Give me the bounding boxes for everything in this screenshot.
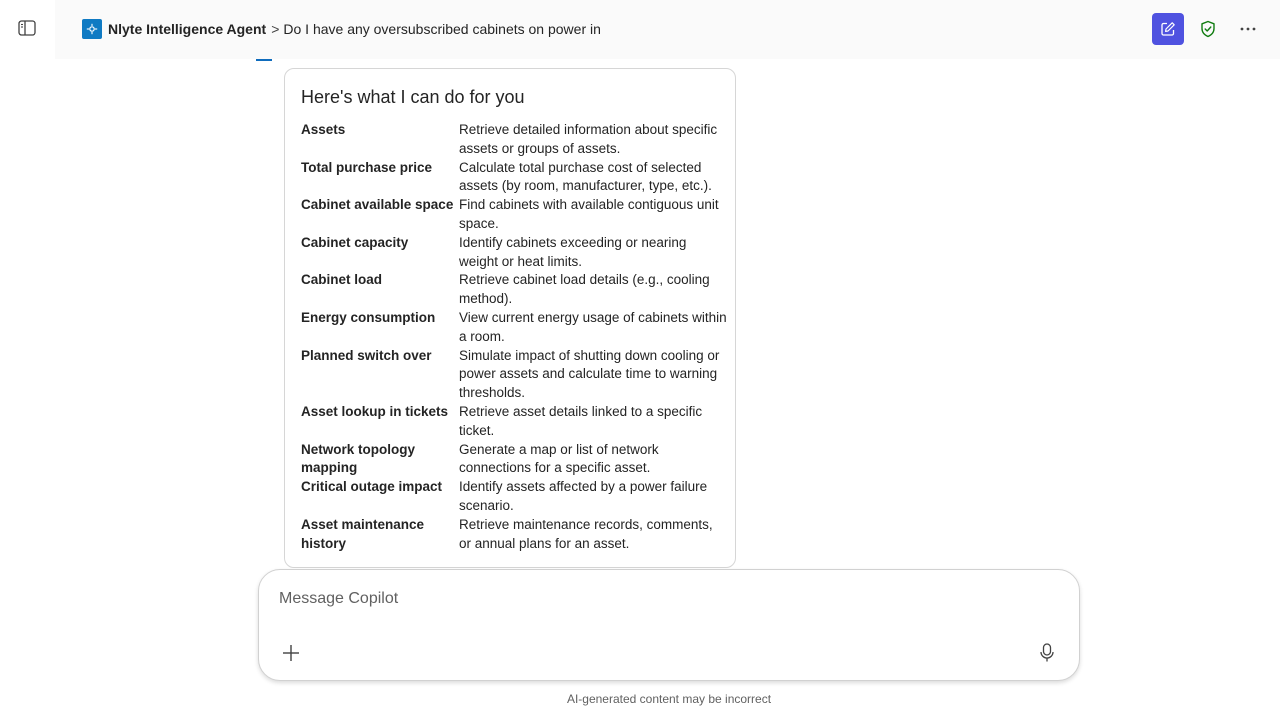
capability-name: Total purchase price — [301, 159, 433, 175]
ai-disclaimer: AI-generated content may be incorrect — [566, 692, 772, 706]
capability-name: Asset lookup in tickets — [301, 403, 449, 419]
add-attachment-button[interactable] — [279, 641, 303, 665]
agent-logo-icon — [82, 19, 102, 39]
capability-name: Cabinet capacity — [301, 234, 409, 250]
plus-icon — [281, 643, 301, 663]
breadcrumb-separator: > — [271, 21, 280, 37]
capability-description: Retrieve asset details linked to a specific ticket. — [459, 403, 703, 438]
capability-name: Asset maintenance history — [301, 516, 425, 551]
shield-check-icon — [1199, 20, 1217, 38]
capability-name: Assets — [301, 122, 346, 137]
capability-row — [301, 516, 727, 554]
capability-description: Generate a map or list of network connections for a specific asset. — [459, 441, 659, 476]
breadcrumb — [108, 19, 601, 39]
capability-row — [301, 121, 727, 159]
capability-row — [301, 196, 727, 234]
card-title: Here's what I can do for you — [301, 87, 525, 107]
capability-description: Identify cabinets exceeding or nearing weight or heat limits. — [459, 234, 687, 269]
microphone-button[interactable] — [1035, 641, 1059, 665]
capability-description: Identify assets affected by a power failure scenario. — [459, 479, 708, 513]
capability-name: Energy consumption — [301, 309, 436, 325]
agent-name[interactable]: Nlyte Intelligence Agent — [108, 21, 267, 37]
conversation-header — [55, 0, 1280, 59]
capability-description: View current energy usage of cabinets within a room. — [459, 309, 727, 344]
capability-row — [301, 347, 727, 403]
capability-row — [301, 403, 727, 441]
capability-name: Network topology mapping — [301, 441, 415, 476]
more-horizontal-icon — [1240, 27, 1256, 31]
capability-name: Critical outage impact — [301, 479, 443, 495]
capability-name: Cabinet load — [301, 272, 383, 288]
message-composer — [258, 569, 1080, 681]
microphone-icon — [1039, 643, 1055, 663]
capabilities-table — [301, 121, 727, 553]
scroll-indicator — [256, 59, 272, 61]
more-options-button[interactable] — [1235, 16, 1261, 42]
compose-icon — [1160, 21, 1176, 37]
message-input[interactable] — [279, 588, 1039, 610]
capability-row — [301, 441, 727, 479]
capability-description: Retrieve detailed information about specific assets or groups of assets. — [459, 122, 718, 156]
capability-description: Retrieve maintenance records, comments, or annual plans for an asset. — [459, 516, 713, 551]
capability-description: Retrieve cabinet load details (e.g., cooling method). — [459, 272, 710, 307]
capability-name: Cabinet available space — [301, 197, 454, 213]
new-chat-button[interactable] — [1152, 13, 1184, 45]
capabilities-card — [284, 68, 736, 568]
capability-name: Planned switch over — [301, 347, 432, 363]
capability-description: Simulate impact of shutting down cooling or power assets and calculate time to warning thresholds. — [459, 347, 720, 401]
conversation-title[interactable]: Do I have any oversubscribed cabinets on power in — [283, 21, 601, 37]
left-rail — [0, 0, 55, 720]
capability-row — [301, 309, 727, 347]
capability-row — [301, 271, 727, 309]
protection-status-button[interactable] — [1195, 16, 1221, 42]
capability-description: Calculate total purchase cost of selected assets (by room, manufacturer, type, etc.). — [459, 159, 712, 194]
capability-row — [301, 234, 727, 272]
capability-row — [301, 159, 727, 197]
capability-row — [301, 478, 727, 516]
sidebar-toggle-icon[interactable] — [17, 19, 37, 37]
capability-description: Find cabinets with available contiguous unit space. — [459, 197, 719, 231]
